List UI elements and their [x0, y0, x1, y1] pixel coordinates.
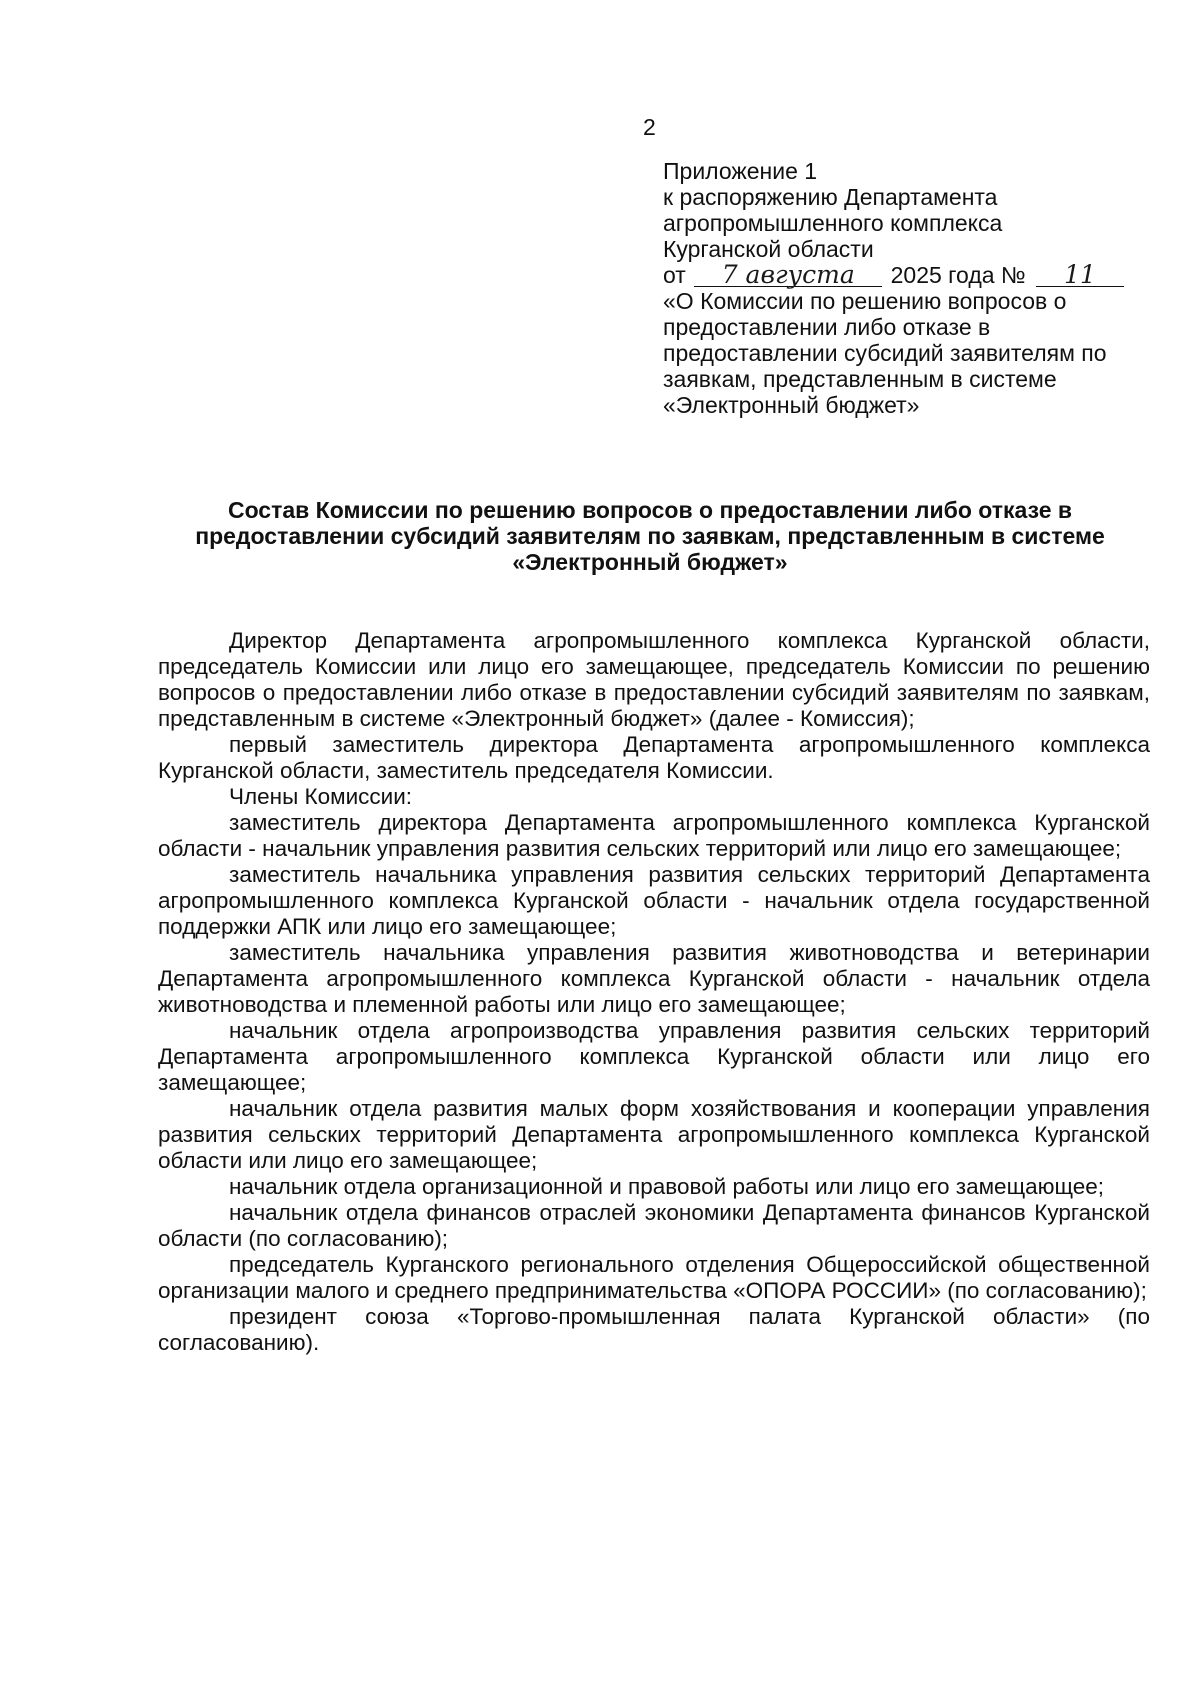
- appendix-date-line: [663, 262, 1143, 288]
- paragraph-member: президент союза «Торгово-промышленная палата Курганской области» (по согласованию).: [158, 1304, 1150, 1355]
- handwritten-date: [694, 260, 882, 289]
- paragraph-chairman: Директор Департамента агропромышленного комплекса Курганской области, председатель Комиссии или лицо его замещающее, председатель Комиссии по решению вопросов о предоставлении либо отказе в предоставлении субсидий заявителям по заявкам, представленным в системе «Электронный бюджет» (далее - Комиссия);: [158, 628, 1150, 731]
- document-title: [160, 497, 1140, 575]
- title-line: предоставлении субсидий заявителям по заявкам, представленным в системе: [195, 523, 1105, 549]
- appendix-label: Приложение 1: [663, 158, 818, 184]
- year-text: 2025 года №: [890, 262, 1026, 288]
- appendix-department-line: агропромышленного комплекса: [663, 210, 1003, 236]
- appendix-subject-line: «Электронный бюджет»: [663, 392, 920, 418]
- paragraph-member: начальник отдела развития малых форм хозяйствования и кооперации управления развития сельских территорий Департамента агропромышленного комплекса Курганской области или лицо его замещающее;: [158, 1096, 1150, 1173]
- appendix-subject-line: «О Комиссии по решению вопросов о: [663, 288, 1067, 314]
- paragraph-member: начальник отдела организационной и правовой работы или лицо его замещающее;: [229, 1174, 1105, 1199]
- appendix-subject-line: предоставлении субсидий заявителям по: [663, 340, 1107, 366]
- title-line: «Электронный бюджет»: [512, 549, 788, 575]
- paragraph-member: председатель Курганского регионального отделения Общероссийской общественной организации малого и среднего предпринимательства «ОПОРА РОССИИ» (по согласованию);: [158, 1252, 1150, 1303]
- paragraph-member: начальник отдела финансов отраслей экономики Департамента финансов Курганской области (по согласованию);: [158, 1200, 1150, 1251]
- paragraph-member: заместитель директора Департамента агропромышленного комплекса Курганской области - начальник управления развития сельских территорий или лицо его замещающее;: [158, 810, 1150, 861]
- appendix-region-line: Курганской области: [663, 236, 874, 262]
- appendix-subject-line: заявкам, представленным в системе: [663, 366, 1057, 392]
- paragraph-members-heading: Члены Комиссии:: [229, 784, 413, 809]
- paragraph-deputy-chairman: первый заместитель директора Департамента агропромышленного комплекса Курганской области, заместитель председателя Комиссии.: [158, 732, 1150, 783]
- commission-composition: [158, 628, 1150, 1356]
- handwritten-date-text: 7 августа: [721, 260, 855, 289]
- appendix-header: [663, 158, 1143, 418]
- appendix-subject-line: предоставлении либо отказе в: [663, 314, 991, 340]
- paragraph-member: заместитель начальника управления развития сельских территорий Департамента агропромышленного комплекса Курганской области - начальник отдела государственной поддержки АПК или лицо его замещающее;: [158, 862, 1150, 939]
- title-line: Состав Комиссии по решению вопросов о предоставлении либо отказе в: [227, 497, 1073, 523]
- paragraph-member: начальник отдела агропроизводства управления развития сельских территорий Департамента агропромышленного комплекса Курганской области или лицо его замещающее;: [158, 1018, 1150, 1095]
- paragraph-member: заместитель начальника управления развития животноводства и ветеринарии Департамента агропромышленного комплекса Курганской области - начальник отдела животноводства и племенной работы или лицо его замещающее;: [158, 940, 1150, 1017]
- date-prefix: от: [663, 262, 686, 288]
- appendix-order-line: к распоряжению Департамента: [663, 184, 998, 210]
- page-number: 2: [643, 114, 656, 140]
- handwritten-number-text: 11: [1064, 260, 1096, 289]
- handwritten-number: [1036, 260, 1124, 289]
